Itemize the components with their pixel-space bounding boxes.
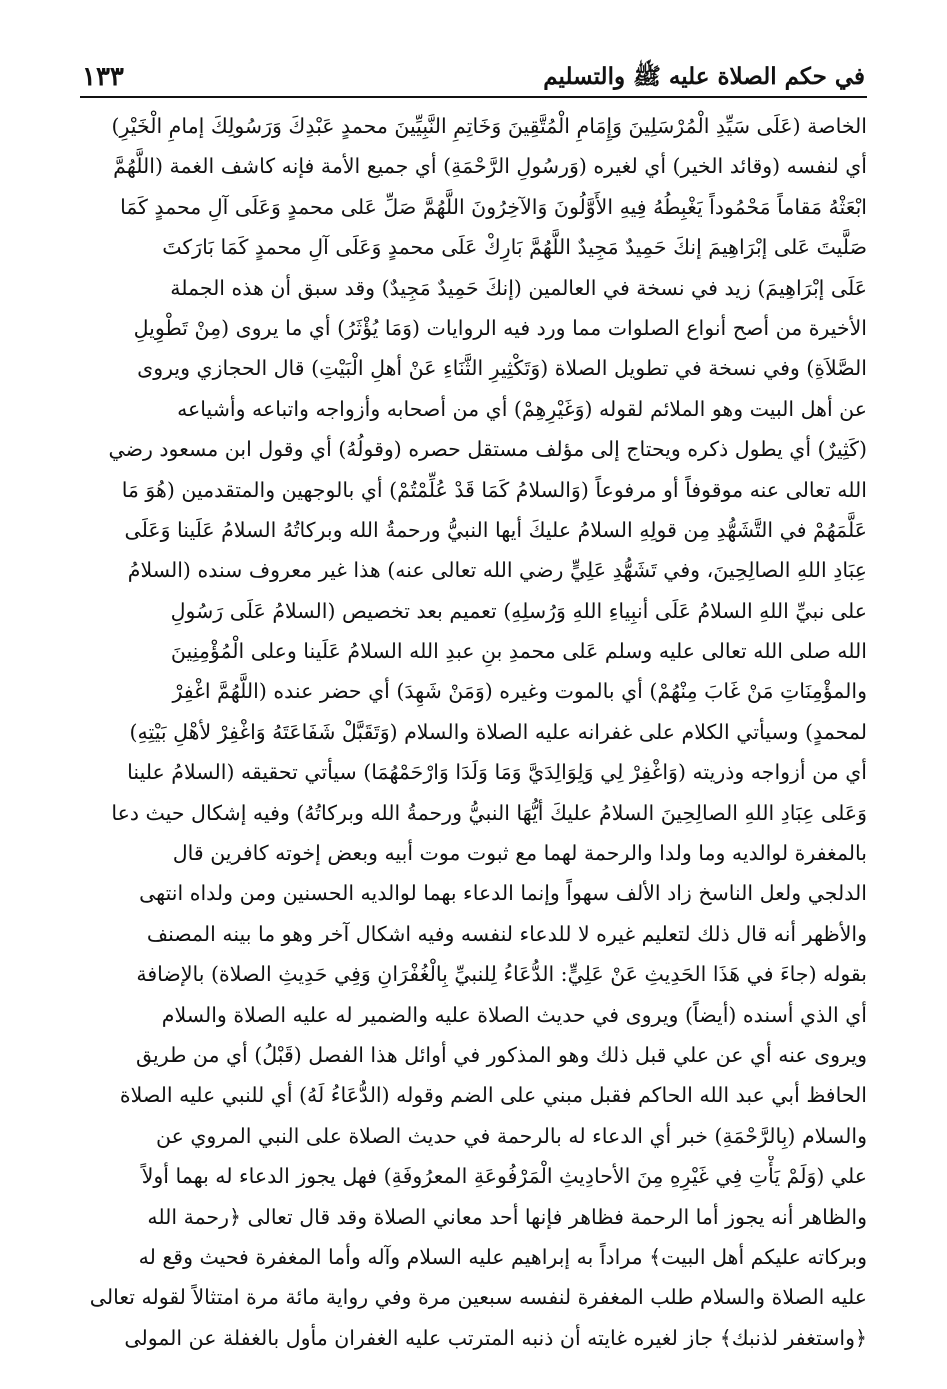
text-line: الله صلى الله تعالى عليه وسلم عَلى محمدِ بنِ عبدِ الله السلامُ عَلَينا وعلى الْمُؤْمِنِينَ <box>170 639 867 664</box>
text-line: ابْعَثْهُ مَقاماً مَحْمُوداً يَغْبِطُهُ فِيهِ الأَوَّلُونَ وَالآخِرُونَ اللَّهُمَّ صَلِّ عَلى محمدٍ وَعَلَى آلِ محمدٍ كَمَا <box>120 194 867 219</box>
text-line: والظاهر أنه يجوز أما الرحمة فظاهر فإنها أحد معاني الصلاة وقد قال تعالى ﴿رحمة الله <box>147 1204 867 1229</box>
text-line: الصَّلاَةِ) وفي نسخة في تطويل الصلاة (وَتَكْثِيرِ الثَّنَاءِ عَنْ أهلِ الْبَيْتِ) قال الحجازي ويروى <box>137 356 867 381</box>
text-line: وَعَلى عِبَادِ اللهِ الصالِحِينَ السلامُ عليكَ أيُّهَا النبيُّ ورحمةُ الله وبركاتُهُ) وفيه إشكال حيث دعا <box>111 800 867 825</box>
text-line: الدلجي ولعل الناسخ زاد الألف سهواً وإنما الدعاء بهما لوالديه الحسنين ومن ولداه انتهى <box>139 881 867 906</box>
text-line: والمؤْمِنَاتِ مَنْ غَابَ مِنْهُمْ) أي بالموت وغيره (وَمَنْ شَهِدَ) أي حضر عنده (اللَّهُمَّ اغْفِرْ <box>172 679 867 704</box>
text-line: الخاصة (عَلَى سَيِّدِ الْمُرْسَلِينَ وَإِمَامِ الْمُتَّقِينَ وَخَاتِمِ النَّبِيِّينَ محمدٍ عَبْدِكَ وَرَسُولِكَ إمامِ الْخَيْرِ) <box>111 114 867 138</box>
text-line: عَلَى إبْرَاهِيمَ) زيد في نسخة في العالمين (إنكَ حَمِيدٌ مَجِيدٌ) وقد سبق أن هذه الجملة <box>170 275 867 300</box>
text-line: أي لنفسه (وقائد الخير) أي لغيره (وَرسُولِ الرَّحْمَةِ) أي جميع الأمة فإنه كاشف الغمة (اللَّهُمَّ <box>113 154 867 179</box>
text-line: والسلام (بِالرَّحْمَةِ) خبر أي الدعاء له بالرحمة في حديث الصلاة على النبي المروي عن <box>155 1123 867 1148</box>
text-line: على نبيِّ اللهِ السلامُ عَلَى أنبِياءِ اللهِ وَرُسلِهِ) تعميم بعد تخصيص (السلامُ عَلَى رَسُولِ <box>170 598 867 623</box>
text-line: بالمغفرة لوالديه وما ولدا والرحمة لهما مع ثبوت موت أبيه وبعض إخوته كافرين قال <box>172 841 867 866</box>
text-line: الله تعالى عنه موقوفاً أو مرفوعاً (وَالسلامُ كَمَا قَدْ عُلِّمْتُمْ) أي بالوجهين والمتقدمين (هُوَ مَا <box>121 477 867 502</box>
text-line: والأظهر أنه قال ذلك لتعليم غيره لا للدعاء لنفسه وفيه اشكال آخر وهو ما بينه المصنف <box>146 921 867 946</box>
text-line: عَلَّمَهُمْ في التَّشَهُّدِ مِن قولِهِ السلامُ عليكَ أيها النبيُّ ورحمةُ الله وبركاتُهُ السلامُ عَلَينا وَعَلَى <box>124 517 867 542</box>
running-head <box>82 48 865 92</box>
text-line: بقوله (جاءَ في هَذَا الحَدِيثِ عَنْ عَلِيٍّ: الدُّعَاءُ لِلنبيِّ بِالْغُفْرَانِ وَفِي حَدِيثِ الصلاة) بالإضافة <box>136 962 867 987</box>
text-line: الأخيرة من أصح أنواع الصلوات مما ورد فيه الروايات (وَمَا يُؤْثَرُ) أي ما يروى (مِنْ تَطْوِيلِ <box>133 315 867 340</box>
text-line: ﴿واستغفر لذنبك﴾ جاز لغيره غايته أن ذنبه المترتب عليه الغفران مأول بالغفلة عن المولى <box>124 1325 867 1350</box>
text-line: علي (وَلَمْ يَأْتِ فِي غَيْرِهِ مِنَ الأحادِيثِ الْمَرْفُوعَةِ المعرُوفَةِ) فهل يجوز الدعاء له بهما أولاً <box>141 1164 867 1189</box>
text-line: (كَثِيرٌ) أي يطول ذكره ويحتاج إلى مؤلف مستقل حصره (وقولُهُ) أي وقول ابن مسعود رضي <box>108 437 867 462</box>
text-line: أي من أزواجه وذريته (وَاغْفِرْ لِي وَلِوَالِدَيَّ وَمَا وَلَدَا وَارْحَمْهُمَا) سيأتي تحقيقه (السلامُ علينا <box>127 760 867 785</box>
text-line: ويروى عنه أي عن علي قبل ذلك وهو المذكور في أوائل هذا الفصل (قَبْلُ) أي من طريق <box>135 1042 867 1067</box>
text-line: وبركاته عليكم أهل البيت﴾ مراداً به إبراهيم عليه السلام وآله وأما المغفرة فحيث وقع له <box>138 1244 867 1269</box>
text-line: عليه الصلاة والسلام طلب المغفرة لنفسه سبعين مرة وفي رواية مائة مرة امتثالاً لقوله تعالى <box>89 1285 867 1310</box>
text-line: صَلَّيتَ عَلى إبْرَاهِيمَ إنكَ حَمِيدٌ مَجِيدٌ اللَّهُمَّ بَارِكْ عَلَى محمدٍ وَعَلَى آلِ محمدٍ كَمَا بَارَكتَ <box>162 235 867 260</box>
page-number: ١٣٣ <box>82 62 124 92</box>
text-line: لمحمدٍ) وسيأتي الكلام على غفرانه عليه الصلاة والسلام (وَتَقَبَّلْ شَفَاعَتَهُ وَاغْفِرْ لأهْلِ بَيْتِهِ) <box>129 719 867 744</box>
text-line: أي الذي أسنده (أيضاً) ويروى في حديث الصلاة عليه والضمير له عليه الصلاة والسلام <box>161 1002 867 1027</box>
header-rule <box>80 96 867 98</box>
body-text <box>80 106 867 1376</box>
running-title: في حكم الصلاة عليه ﷺ والتسليم <box>543 63 865 90</box>
text-line: عن أهل البيت وهو الملائم لقوله (وَغَيْرِهِمْ) أي من أصحابه وأزواجه واتباعه وأشياعه <box>177 396 867 421</box>
text-line: عِبَادِ اللهِ الصالِحِينَ، وفي تَشَهُّدِ عَلِيٍّ رضي الله تعالى عنه) هذا غير معروف سنده (السلامُ <box>127 558 867 583</box>
text-line: الحافظ أبي عبد الله الحاكم فقبل مبني على الضم وقوله (الدُّعَاءُ لَهُ) أي للنبي عليه الصلاة <box>119 1083 867 1108</box>
